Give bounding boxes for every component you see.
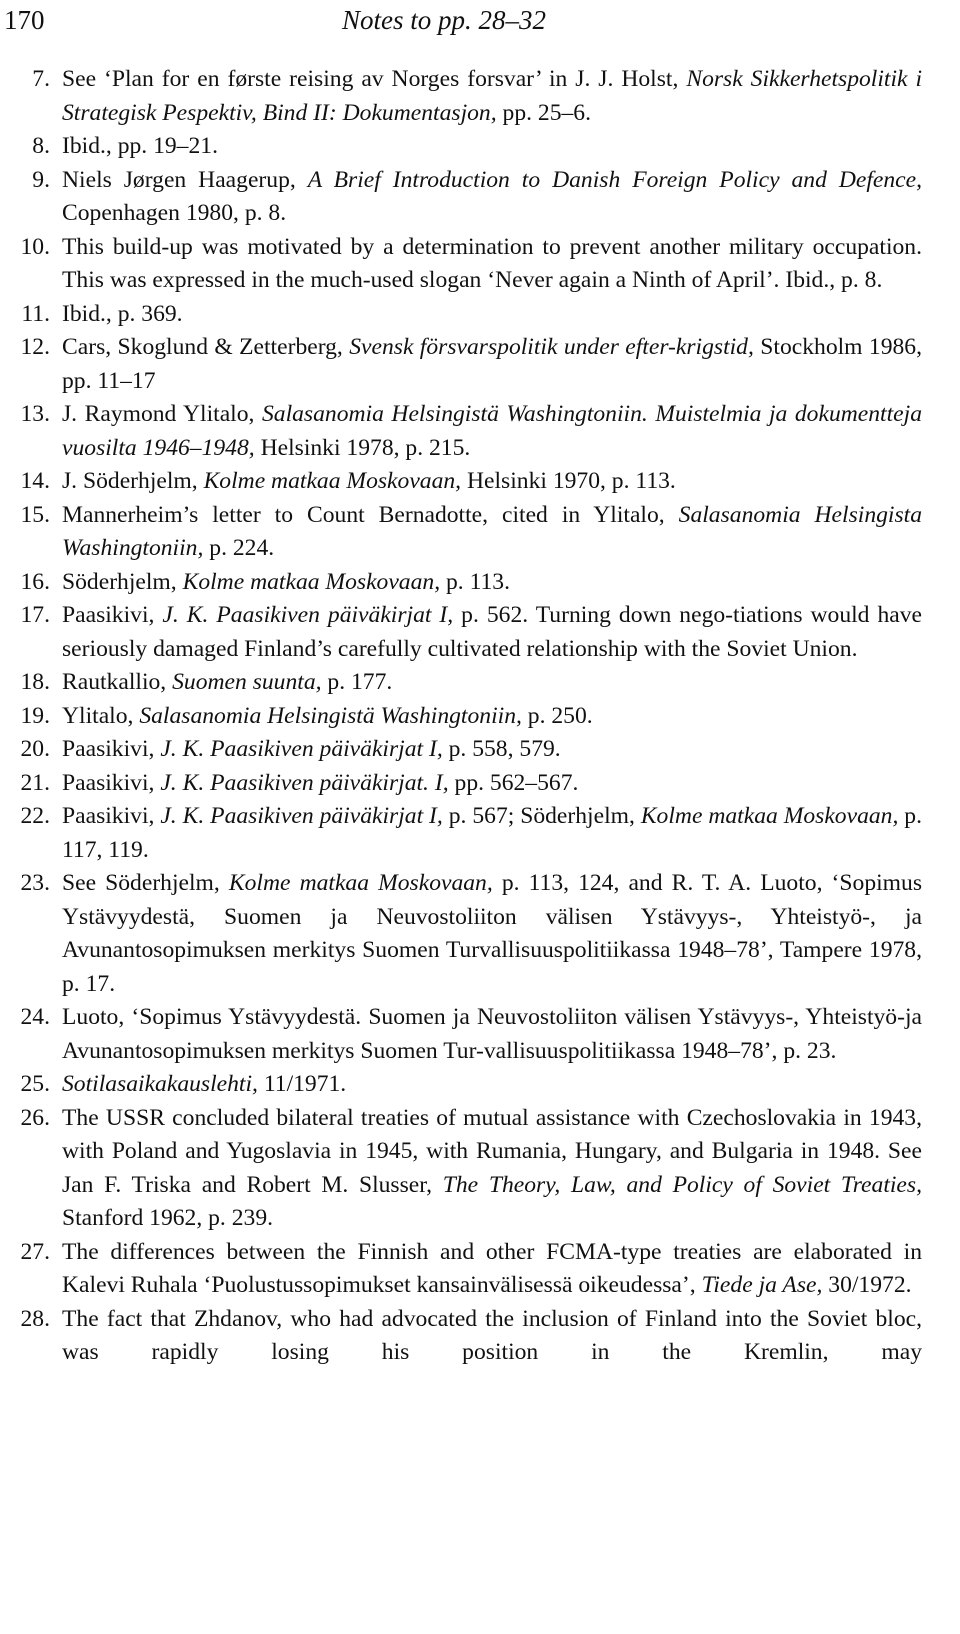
endnote-number: 23.: [20, 870, 50, 896]
endnote-text: [62, 331, 922, 398]
endnote-number: 13.: [20, 401, 50, 427]
endnote-text: [62, 130, 922, 164]
endnote-number: 10.: [20, 233, 50, 260]
italic-title: Suomen suunta,: [172, 669, 322, 695]
endnote-number: 22.: [20, 803, 50, 829]
endnote: [0, 867, 960, 1001]
endnote: [0, 666, 960, 700]
text-run: Helsinki 1970, p. 113.: [461, 468, 676, 494]
endnote-number: 25.: [20, 1071, 50, 1097]
endnote-number: 21.: [20, 769, 50, 796]
text-run: Ibid., pp. 19–21.: [62, 133, 218, 159]
endnote-text: [62, 767, 922, 801]
endnote: [0, 499, 960, 566]
text-run: Ibid., p. 369.: [62, 300, 183, 327]
endnote: [0, 733, 960, 767]
text-run: Söderhjelm,: [62, 568, 183, 595]
endnote-number: 26.: [20, 1104, 50, 1131]
text-run: Niels Jørgen Haagerup,: [62, 166, 308, 193]
endnote-text: [62, 700, 922, 734]
endnote-text: [62, 1236, 922, 1303]
italic-title: Tiede ja Ase,: [701, 1272, 823, 1298]
text-run: Paasikivi,: [62, 769, 161, 796]
italic-title: J. K. Paasikiven päiväkirjat I,: [160, 803, 443, 829]
text-run: p. 113.: [440, 568, 510, 595]
italic-title: Norsk Sikkerhetspolitik i Strategisk Pespektiv, Bind II: Dokumentasjon,: [62, 66, 922, 126]
text-run: See ‘Plan for en første reising av Norges forsvar’ in J. J. Holst,: [62, 66, 687, 92]
endnote-number: 7.: [32, 66, 50, 92]
endnote: [0, 298, 960, 332]
endnote-text: [62, 867, 922, 1001]
endnote-number: 16.: [20, 568, 50, 595]
endnote-text: [62, 63, 922, 130]
text-run: p. 562. Turning down nego-tiations would have seriously damaged Finland’s carefully cultivated relationship with the Soviet Union.: [62, 602, 923, 662]
endnote-number: 27.: [20, 1238, 50, 1265]
text-run: p. 558, 579.: [442, 736, 561, 762]
text-run: 30/1972.: [822, 1272, 912, 1298]
endnote-text: [62, 733, 922, 767]
endnote: [0, 63, 960, 130]
endnote-text: [62, 599, 922, 666]
endnote: [0, 231, 960, 298]
text-run: p. 113, 124, and R. T. A. Luoto, ‘Sopimus Ystävyydestä, Suomen ja Neuvostoliiton välisen Ystävyys-, Yhteistyö-, ja Avunantosopimuksen merkitys Suomen Turvallisuuspolitiikassa 1948–78’, Tampere 1978, p. 17.: [62, 870, 923, 997]
endnote-number: 18.: [20, 669, 50, 695]
text-run: Paasikivi,: [62, 602, 163, 628]
endnote-text: [62, 465, 922, 499]
endnote-number: 17.: [20, 602, 50, 628]
text-run: pp. 25–6.: [496, 99, 591, 126]
italic-title: A Brief Introduction to Danish Foreign Policy and Defence,: [307, 166, 922, 193]
text-run: The USSR concluded bilateral treaties of mutual assistance with Czechoslovakia in 1943, with Poland and Yugoslavia in 1945, with Rumania, Hungary, and Bulgaria in 1948. See Jan F. Triska and Robert M. Slusser,: [62, 1104, 922, 1198]
endnote: [0, 599, 960, 666]
text-run: J. Raymond Ylitalo,: [62, 401, 262, 427]
text-run: Paasikivi,: [62, 736, 161, 762]
text-run: Copenhagen 1980, p. 8.: [62, 200, 287, 226]
endnote-text: [62, 1102, 922, 1236]
text-run: Paasikivi,: [62, 803, 161, 829]
endnote-number: 28.: [20, 1305, 50, 1332]
endnote-number: 24.: [20, 1004, 50, 1030]
endnotes-list: [0, 63, 960, 1403]
text-run: p. 117, 119.: [62, 803, 922, 863]
text-run: p. 224.: [203, 535, 275, 561]
italic-title: Kolme matkaa Moskovaan,: [203, 468, 462, 494]
text-run: The differences between the Finnish and other FCMA-type treaties are elaborated in Kalevi Ruhala ‘Puolustussopimukset kansainvälisessä oikeudessa’,: [62, 1238, 922, 1298]
endnote-text: [62, 666, 922, 700]
italic-title: Sotilasaikakauslehti,: [62, 1071, 258, 1097]
endnote: [0, 1001, 960, 1068]
text-run: Stanford 1962, p. 239.: [62, 1205, 274, 1231]
text-run: Luoto, ‘Sopimus Ystävyydestä. Suomen ja Neuvostoliiton välisen Ystävyys-, Yhteistyö-ja Avunantosopimuksen merkitys Suomen Tur-vallisuuspolitiikassa 1948–78’, p. 23.: [62, 1004, 922, 1064]
text-run: p. 177.: [321, 669, 393, 695]
endnote-number: 11.: [21, 300, 50, 327]
endnote-text: [62, 298, 922, 332]
endnote: [0, 767, 960, 801]
italic-title: Salasanomia Helsingista Washingtoniin,: [62, 501, 922, 561]
endnote-number: 8.: [32, 133, 50, 159]
text-run: Helsinki 1978, p. 215.: [254, 434, 471, 461]
endnote: [0, 1102, 960, 1236]
text-run: pp. 562–567.: [448, 769, 579, 796]
italic-title: J. K. Paasikiven päiväkirjat I,: [162, 602, 454, 628]
italic-title: Kolme matkaa Moskovaan,: [182, 568, 441, 595]
endnote-text: [62, 164, 922, 231]
endnote: [0, 700, 960, 734]
italic-title: J. K. Paasikiven päiväkirjat I,: [160, 736, 443, 762]
text-run: J. Söderhjelm,: [62, 468, 204, 494]
running-title: Notes to pp. 28–32: [342, 5, 547, 35]
text-run: Ylitalo,: [62, 702, 140, 729]
italic-title: Kolme matkaa Moskovaan,: [228, 870, 493, 896]
page-header: [4, 2, 604, 42]
text-run: Cars, Skoglund & Zetterberg,: [62, 334, 350, 360]
italic-title: J. K. Paasikiven päiväkirjat. I,: [160, 769, 449, 796]
endnote-text: [62, 398, 922, 465]
italic-title: Kolme matkaa Moskovaan,: [640, 803, 899, 829]
endnote-number: 14.: [20, 468, 50, 494]
endnote-number: 15.: [20, 501, 50, 528]
endnote-number: 9.: [32, 166, 50, 193]
text-run: See Söderhjelm,: [62, 870, 229, 896]
endnote-text: [62, 1001, 922, 1068]
endnote-number: 20.: [20, 736, 50, 762]
endnote: [0, 164, 960, 231]
italic-title: Svensk försvarspolitik under efter-krigstid,: [349, 334, 754, 360]
text-run: The fact that Zhdanov, who had advocated the inclusion of Finland into the Soviet bloc, was rapidly losing his position in the Kremlin, may: [62, 1305, 922, 1365]
endnote-text: [62, 566, 922, 600]
endnote-text: [62, 231, 922, 298]
text-run: Rautkallio,: [62, 669, 173, 695]
endnote: [0, 398, 960, 465]
italic-title: Salasanomia Helsingistä Washingtoniin,: [139, 702, 522, 729]
text-run: Stockholm 1986, pp. 11–17: [62, 334, 922, 394]
endnote: [0, 566, 960, 600]
text-run: This build-up was motivated by a determination to prevent another military occupation. This was expressed in the much-used slogan ‘Never again a Ninth of April’. Ibid., p. 8.: [62, 233, 922, 293]
page-number: 170: [4, 5, 45, 35]
text-run: p. 567; Söderhjelm,: [442, 803, 641, 829]
endnote: [0, 465, 960, 499]
endnote-text: [62, 1303, 922, 1404]
endnote: [0, 331, 960, 398]
endnote-text: [62, 1068, 922, 1102]
endnote: [0, 130, 960, 164]
italic-title: Salasanomia Helsingistä Washingtoniin. Muistelmia ja dokumentteja vuosilta 1946–1948,: [62, 401, 922, 461]
endnote: [0, 1303, 960, 1404]
endnote-number: 19.: [20, 702, 50, 729]
text-run: 11/1971.: [257, 1071, 347, 1097]
text-run: Mannerheim’s letter to Count Bernadotte, cited in Ylitalo,: [62, 501, 679, 528]
endnote: [0, 1236, 960, 1303]
text-run: p. 250.: [521, 702, 593, 729]
endnote-text: [62, 499, 922, 566]
endnote: [0, 1068, 960, 1102]
endnote: [0, 800, 960, 867]
endnote-text: [62, 800, 922, 867]
italic-title: The Theory, Law, and Policy of Soviet Treaties,: [442, 1171, 922, 1198]
endnote-number: 12.: [20, 334, 50, 360]
